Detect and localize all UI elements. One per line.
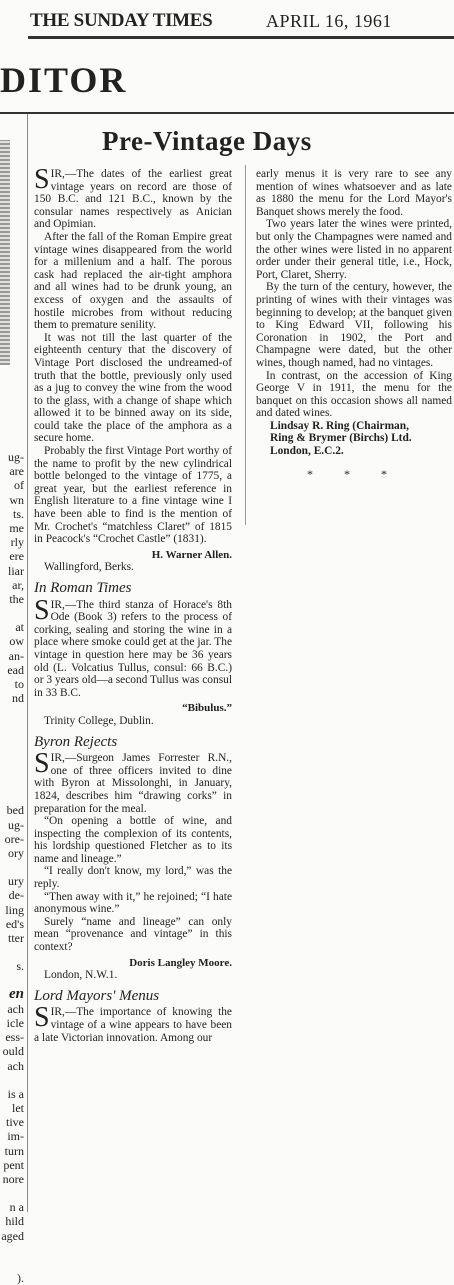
fragment-line: ere <box>9 549 24 564</box>
signature-line: Ring & Brymer (Birchs) Ltd. <box>270 432 412 445</box>
paragraph-text: After the fall of the Roman Empire great vintage wines disappeared from the world for a millenium and a half. The porous cask had replaced the air-tight amphora and all wines had to be drunk young, an excess of oxygen and the assaults of hostile microbes from without reducing them to premature senility. <box>34 230 232 332</box>
end-stars: * * * <box>307 466 401 481</box>
letters-column-1 <box>34 164 232 1044</box>
fragment-line: nd <box>12 691 24 706</box>
paragraph-text: “I really don't know, my lord,” was the reply. <box>34 865 232 891</box>
column-divider-left <box>27 114 28 1212</box>
fragment-line: rly <box>10 535 24 550</box>
fragment-line: ed's <box>5 916 24 931</box>
fragment-line: ts. <box>12 506 24 521</box>
section-rule <box>0 112 454 114</box>
fragment-line: ead <box>7 662 24 677</box>
fragment-line <box>0 719 24 733</box>
fragment-line <box>0 747 24 761</box>
letter-paragraph <box>34 916 232 954</box>
letter-paragraph <box>34 594 232 700</box>
letter-paragraph <box>34 445 232 546</box>
letter-paragraph: By the turn of the century, however, the printing of wines with their vintages was beginning to develop; at the banquet given to King Edward VII, following his Coronation in 1902, the Port and Champagne were dated, but the other wines, though named, had no vintages. <box>256 281 452 369</box>
letter-place: Trinity College, Dublin. <box>44 714 154 727</box>
masthead <box>30 10 454 32</box>
fragment-line <box>0 973 24 987</box>
fragment-line: s. <box>16 959 24 974</box>
fragment-line: ling <box>5 902 24 917</box>
letter-paragraph <box>34 891 232 916</box>
fragment-line: ow <box>9 634 24 649</box>
fragment-line <box>0 789 24 803</box>
paragraph-text: “Then away with it,” he rejoined; “I hate anonymous wine.” <box>34 890 232 916</box>
drop-cap: S <box>34 594 50 626</box>
fragment-line <box>0 945 24 959</box>
paragraph-text: IR,—The dates of the earliest great vintage years on record are those of 150 B.C. and 121 B.C., known by the consular names respectively as Anician and Opimian. <box>34 168 232 231</box>
fragment-line: im- <box>7 1129 24 1144</box>
signature-line: London, E.C.2. <box>270 445 344 458</box>
fragment-line: are <box>9 464 24 479</box>
fragment-line: tter <box>8 931 24 946</box>
fragment-line <box>0 1243 24 1257</box>
letter-signature: Doris Langley Moore. <box>129 956 232 969</box>
letter-heading: Byron Rejects <box>34 733 118 750</box>
letter-paragraph <box>34 748 232 815</box>
fragment-line <box>0 761 24 775</box>
fragment-line <box>0 1073 24 1087</box>
letter-paragraph: early menus it is very rare to see any mention of wines whatsoever and as late as 1880 the menu for the Lord Mayor's Banquet shows merely the food. <box>256 168 452 218</box>
fragment-line <box>0 860 24 874</box>
letters-column-2 <box>256 168 452 480</box>
paragraph-text: IR,—The importance of knowing the vintage of a wine appears to have been a late Victorian innovation. Among our <box>34 1006 232 1044</box>
fragment-line: the <box>9 592 24 607</box>
fragment-line: an- <box>8 648 24 663</box>
newspaper-name: THE SUNDAY TIMES <box>30 10 213 31</box>
letter-paragraph <box>34 815 232 865</box>
letter-paragraph: Two years later the wines were printed, but only the Champagnes were named and the other wines were listed in no apparent order under their general title, i.e., Hock, Port, Claret, Sherry. <box>256 218 452 281</box>
paragraph-text: IR,—Surgeon James Forrester R.N., one of three officers invited to dine with Byron at Missolonghi, in January, 1824, describes him “drawing corks” in preparation for the meal. <box>34 752 232 815</box>
fragment-line <box>0 705 24 719</box>
drop-cap: S <box>34 1002 50 1034</box>
letter-paragraph <box>34 231 232 332</box>
letter-heading: Lord Mayors' Menus <box>34 987 160 1004</box>
fragment-line: ore- <box>4 831 24 846</box>
letter-place: Wallingford, Berks. <box>44 561 134 574</box>
fragment-line: ould <box>2 1044 24 1059</box>
drop-cap: S <box>34 164 50 195</box>
fragment-line: tive <box>6 1115 24 1130</box>
fragment-line <box>0 1186 24 1200</box>
left-edge-image-fragment <box>0 140 10 365</box>
fragment-line: n a <box>9 1200 24 1215</box>
letter-paragraph <box>34 865 232 890</box>
letter-place: London, N.W.1. <box>44 969 118 982</box>
headline: Pre-Vintage Days <box>102 126 312 156</box>
fragment-line: ug- <box>8 450 24 464</box>
fragment-line: me <box>9 521 24 536</box>
section-title-fragment: DITOR <box>0 60 128 100</box>
drop-cap: S <box>34 748 50 780</box>
fragment-line: ). <box>17 1270 24 1285</box>
letter-signature: H. Warner Allen. <box>151 548 232 561</box>
fragment-line: let <box>12 1100 24 1115</box>
fragment-line: en <box>9 987 24 1002</box>
fragment-line: ach <box>7 1001 24 1016</box>
fragment-line: bed <box>6 803 24 818</box>
fragment-line: to <box>14 677 24 692</box>
issue-date: APRIL 16, 1961 <box>266 11 392 31</box>
letter-paragraph: In contrast, on the accession of King George V in 1911, the menu for the banquet on this occasion shows all named and dated wines. <box>256 369 452 420</box>
fragment-line: turn <box>4 1143 24 1158</box>
letter-heading: In Roman Times <box>34 580 132 596</box>
fragment-line: is a <box>7 1086 24 1101</box>
fragment-line <box>0 733 24 747</box>
fragment-line: ess- <box>5 1030 24 1045</box>
left-column-fragment <box>0 450 24 1285</box>
paragraph-text: IR,—The third stanza of Horace's 8th Ode (Book 3) refers to the process of corking, sealing and storing the wine in a place where smoke could get at the jar. The vintage in question here may be 36 years old (L. Volcatius Tullus, consul: 66 B.C.) or 3 years old—a second Tullus was consul in 33 B.C. <box>34 598 232 699</box>
fragment-line: liar <box>8 563 24 578</box>
fragment-line: ory <box>8 846 24 861</box>
fragment-line: at <box>15 620 24 635</box>
paragraph-text: Probably the first Vintage Port worthy of the name to profit by the new cylindrical bottle belonged to the vintage of 1775, a great year, but the earliest reference in English literature to a fine vintage wine I have been able to find is the mention of Mr. Crochet's “matchless Claret” of 1815 in Peacock's “Crochet Castle” (1831). <box>34 445 232 546</box>
fragment-line <box>0 606 24 620</box>
letter-signature: “Bibulus.” <box>182 702 232 715</box>
paragraph-text: It was not till the last quarter of the eighteenth century that the discovery of Vintage Port disclosed the undreamed-of truth that the bottle, previously only used as a jug to convey the wine from the wood to the glass, with a change of shape which allowed it to be binned away on its side, could take the place of the amphora as a secure home. <box>34 331 232 445</box>
fragment-line: ury <box>8 874 24 889</box>
paragraph-text: “On opening a bottle of wine, and inspecting the complexion of its contents, his lordship questioned Fletcher as to its name and lineage.” <box>34 815 232 865</box>
masthead-rule <box>28 36 454 39</box>
fragment-line: pent <box>3 1157 24 1172</box>
fragment-line: aged <box>1 1228 24 1243</box>
letter-paragraph <box>34 1002 232 1044</box>
fragment-line: de- <box>8 888 24 903</box>
fragment-line <box>0 775 24 789</box>
fragment-line: hild <box>5 1214 24 1229</box>
fragment-line: of <box>14 478 24 493</box>
fragment-line: nore <box>2 1171 24 1186</box>
fragment-line: wn <box>9 492 24 507</box>
letter-paragraph <box>34 332 232 445</box>
letter-paragraph <box>34 164 232 231</box>
fragment-line: icle <box>6 1015 24 1030</box>
fragment-line <box>0 1257 24 1271</box>
column-divider-middle <box>245 165 246 525</box>
fragment-line: ug- <box>8 817 24 832</box>
paragraph-text: Surely “name and lineage” can only mean “provenance and vintage” in this context? <box>34 915 232 954</box>
fragment-line: ach <box>7 1058 24 1073</box>
signature-line: Lindsay R. Ring (Chairman, <box>270 419 409 432</box>
fragment-line: ar, <box>12 577 24 592</box>
